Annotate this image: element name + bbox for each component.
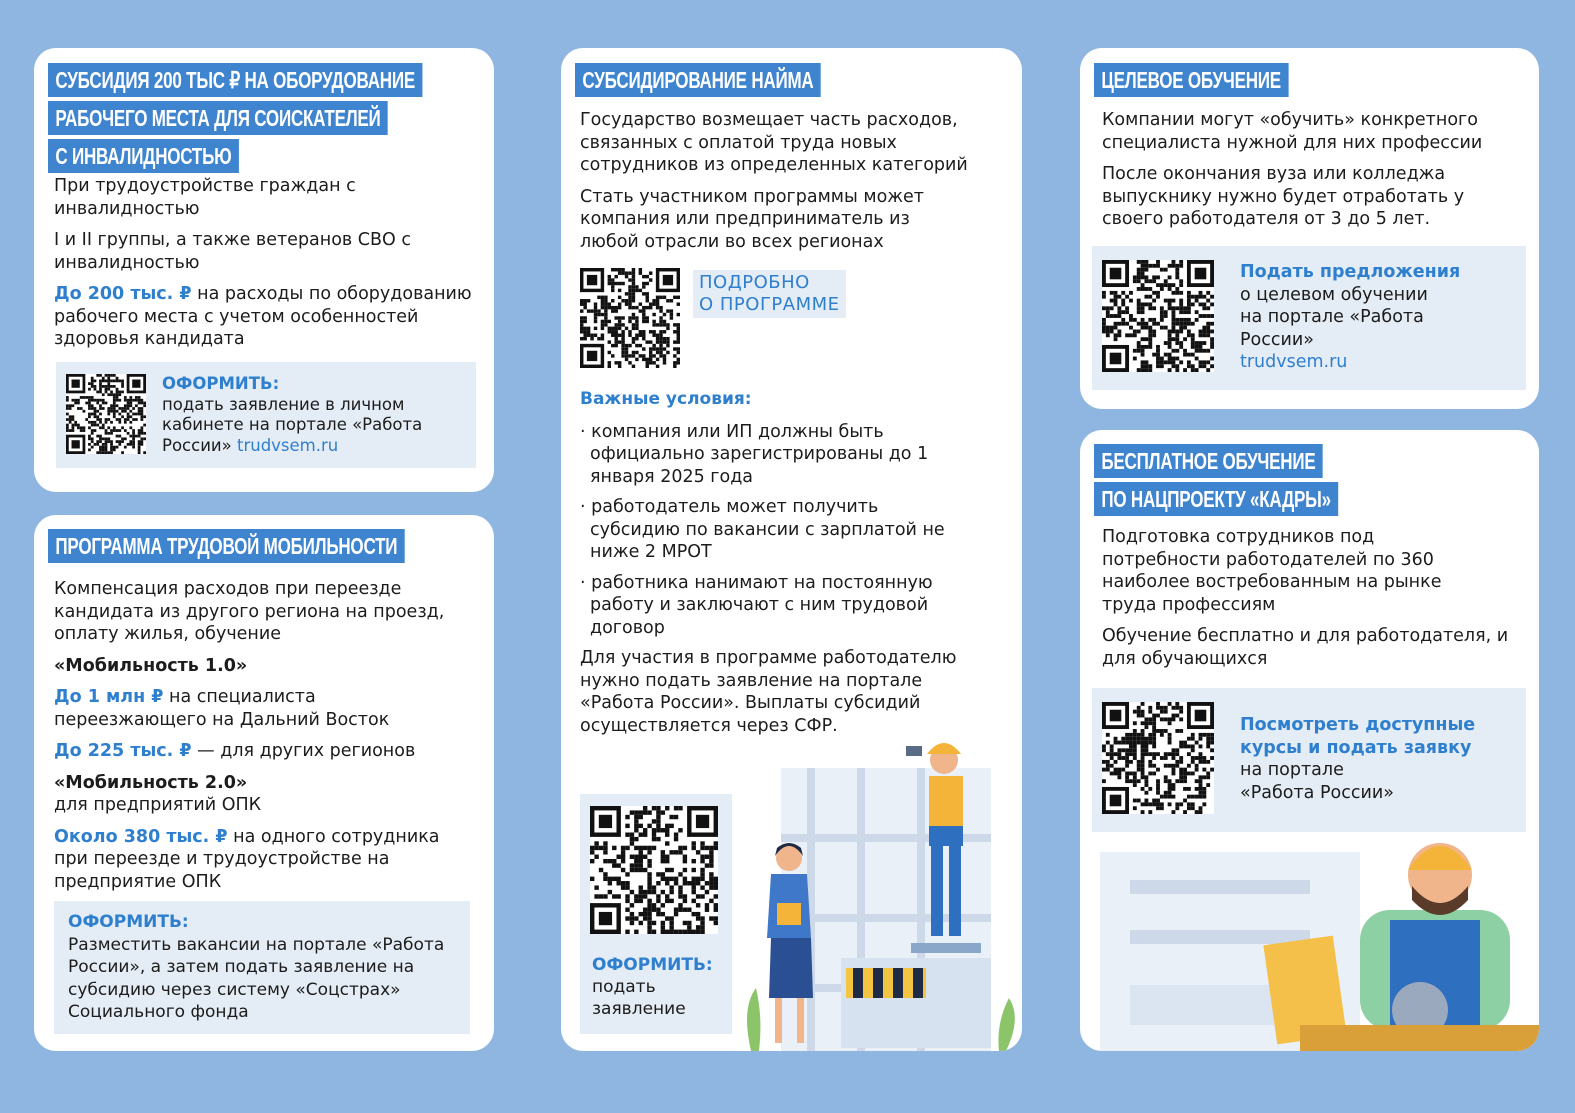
- title-line: С ИНВАЛИДНОСТЬЮ: [48, 139, 239, 173]
- paragraph: [54, 686, 434, 731]
- apply-description: подать заявление в личном кабинете на портале «Работа России»: [162, 394, 423, 455]
- qr-code-icon[interactable]: [580, 268, 680, 368]
- mobility-1-title: «Мобильность 1.0»: [54, 655, 248, 676]
- paragraph: Государство возмещает часть расходов, связанных с оплатой труда новых сотрудников из определенных категорий: [580, 110, 968, 175]
- amount-highlight: До 200 тыс. ₽: [54, 284, 192, 304]
- card-target-training: [1080, 48, 1539, 409]
- card-body: [54, 578, 484, 902]
- card-labor-mobility: [34, 515, 494, 1051]
- paragraph: После окончания вуза или колледжа выпускнику нужно будет отработать у своего работодателя от 3 до 5 лет.: [1102, 164, 1465, 229]
- conditions-list: [580, 421, 1000, 640]
- link-line: ПОДРОБНО: [699, 272, 810, 293]
- title-line: СУБСИДИРОВАНИЕ НАЙМА: [575, 63, 821, 97]
- paragraph: [54, 826, 474, 894]
- card-title: [1094, 444, 1338, 516]
- condition-item: · работника нанимают на постоянную работу и заключают с ним трудовой договор: [580, 572, 933, 638]
- trudvsem-link[interactable]: trudvsem.ru: [1240, 352, 1348, 372]
- paragraph: Обучение бесплатно и для работодателя, и для обучающихся: [1102, 626, 1509, 669]
- conditions-title: Важные условия:: [580, 389, 752, 409]
- apply-title: ОФОРМИТЬ:: [68, 912, 189, 932]
- card-hiring-subsidy: [561, 48, 1022, 1051]
- paragraph: I и II группы, а также ветеранов СВО с инвалидностью: [54, 230, 411, 273]
- condition-item: · компания или ИП должны быть официально зарегистрированы до 1 января 2025 года: [580, 421, 929, 487]
- link-line: О ПРОГРАММЕ: [699, 294, 840, 315]
- apply-title: ОФОРМИТЬ:: [592, 955, 713, 975]
- conditions-block: [580, 388, 1000, 737]
- card-body: [1102, 526, 1532, 679]
- qr-code-icon[interactable]: [1102, 260, 1214, 372]
- apply-description: о целевом обучении на портале «Работа России»: [1240, 284, 1428, 350]
- apply-text: [68, 911, 468, 1024]
- carpenter-illustration: [1100, 800, 1539, 1051]
- more-about-program-link[interactable]: [693, 270, 846, 318]
- amount-highlight: До 225 тыс. ₽: [54, 741, 192, 761]
- title-line: РАБОЧЕГО МЕСТА ДЛЯ СОИСКАТЕЛЕЙ: [48, 101, 388, 135]
- apply-text: [592, 954, 727, 1020]
- trudvsem-link[interactable]: trudvsem.ru: [236, 435, 339, 455]
- title-line: ЦЕЛЕВОЕ ОБУЧЕНИЕ: [1094, 63, 1288, 97]
- paragraph-text: — для других регионов: [191, 741, 416, 761]
- qr-code-icon[interactable]: [66, 374, 146, 454]
- paragraph: Для участия в программе работодателю нужно подать заявление на портале «Работа России». Выплаты субсидий осуществляется через СФР.: [580, 648, 957, 736]
- card-title: [48, 529, 405, 563]
- paragraph: [54, 283, 474, 351]
- condition-item: · работодатель может получить субсидию по вакансии с зарплатой не ниже 2 МРОТ: [580, 497, 945, 562]
- apply-box: [54, 901, 470, 1034]
- amount-highlight: Около 380 тыс. ₽: [54, 826, 228, 847]
- paragraph: Стать участником программы может компания или предприниматель из любой отрасли во всех регионах: [580, 186, 925, 252]
- paragraph: [54, 740, 484, 763]
- apply-description: на портале «Работа России»: [1240, 760, 1394, 803]
- paragraph: При трудоустройстве граждан с инвалидностью: [54, 176, 356, 219]
- paragraph: Компенсация расходов при переезде кандидата из другого региона на проезд, оплату жилья, обучение: [54, 579, 445, 644]
- paragraph: [54, 772, 484, 817]
- apply-description: подать заявление: [592, 977, 686, 1019]
- card-title: [575, 63, 821, 97]
- card-title: [48, 63, 422, 173]
- apply-box: [56, 362, 476, 468]
- card-body: [580, 109, 1010, 262]
- card-free-training: [1080, 430, 1539, 1051]
- card-body: [54, 175, 474, 360]
- paragraph-text: для предприятий ОПК: [54, 795, 262, 815]
- paragraph-text: на расходы по оборудованию рабочего места с учетом особенностей здоровья кандидата: [54, 284, 472, 349]
- apply-title: Подать предложения: [1240, 262, 1461, 282]
- apply-description: Разместить вакансии на портале «Работа России», а затем подать заявление на субсидию через систему «Соцстрах» Социального фонда: [68, 934, 445, 1022]
- title-line: ПРОГРАММА ТРУДОВОЙ МОБИЛЬНОСТИ: [48, 529, 405, 563]
- apply-box: [1092, 246, 1526, 390]
- amount-highlight: До 1 млн ₽: [54, 687, 164, 707]
- workers-illustration: [741, 688, 1022, 1051]
- apply-box: [580, 794, 732, 1034]
- mobility-2-title: «Мобильность 2.0»: [54, 772, 248, 793]
- qr-code-icon[interactable]: [590, 806, 718, 934]
- card-disability-subsidy: [34, 48, 494, 492]
- card-body: [1102, 109, 1532, 240]
- paragraph-text: на одного сотрудника при переезде и трудоустройстве на предприятие ОПК: [54, 826, 440, 892]
- paragraph: Подготовка сотрудников под потребности работодателей по 360 наиболее востребованным на рынке труда профессиям: [1102, 527, 1442, 615]
- apply-text: [1240, 261, 1520, 374]
- apply-title: ОФОРМИТЬ:: [162, 374, 280, 393]
- apply-text: [162, 374, 462, 456]
- paragraph: Компании могут «обучить» конкретного специалиста нужной для них профессии: [1102, 110, 1483, 153]
- title-line: ПО НАЦПРОЕКТУ «КАДРЫ»: [1094, 482, 1338, 516]
- apply-title: Посмотреть доступные курсы и подать заявку: [1240, 715, 1476, 758]
- apply-text: [1240, 714, 1520, 804]
- qr-code-icon[interactable]: [1102, 702, 1214, 814]
- paragraph-text: на специалиста переезжающего на Дальний Восток: [54, 687, 390, 730]
- card-title: [1094, 63, 1288, 97]
- title-line: СУБСИДИЯ 200 ТЫС ₽ НА ОБОРУДОВАНИЕ: [48, 63, 422, 97]
- title-line: БЕСПЛАТНОЕ ОБУЧЕНИЕ: [1094, 444, 1323, 478]
